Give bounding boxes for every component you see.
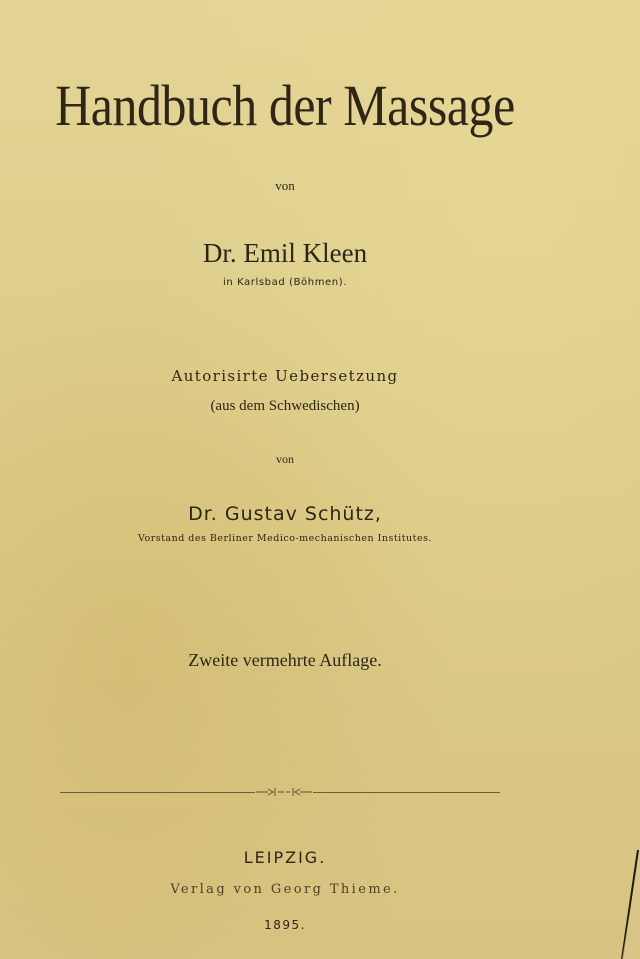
publication-city: LEIPZIG. — [243, 848, 327, 867]
by-label: von — [275, 178, 295, 193]
page-edge-shadow — [600, 850, 640, 959]
translator-by-label: von — [276, 452, 294, 466]
divider-rule-right — [313, 792, 500, 793]
divider-rule-left — [60, 792, 255, 793]
ornament-divider-icon — [252, 782, 316, 802]
edition-note: Zweite vermehrte Auflage. — [188, 650, 382, 670]
author-location: in Karlsbad (Böhmen). — [222, 277, 348, 288]
translator-name: Dr. Gustav Schütz, — [188, 503, 382, 525]
publisher: Verlag von Georg Thieme. — [170, 882, 400, 897]
author-name: Dr. Emil Kleen — [202, 238, 368, 268]
publication-year: 1895. — [264, 918, 306, 932]
translation-note: Autorisirte Uebersetzung — [171, 367, 399, 385]
translation-source: (aus dem Schwedischen) — [210, 398, 360, 414]
book-title: Handbuch der Massage — [55, 73, 515, 138]
translator-position: Vorstand des Berliner Medico-mechanischen Institutes. — [137, 533, 432, 544]
